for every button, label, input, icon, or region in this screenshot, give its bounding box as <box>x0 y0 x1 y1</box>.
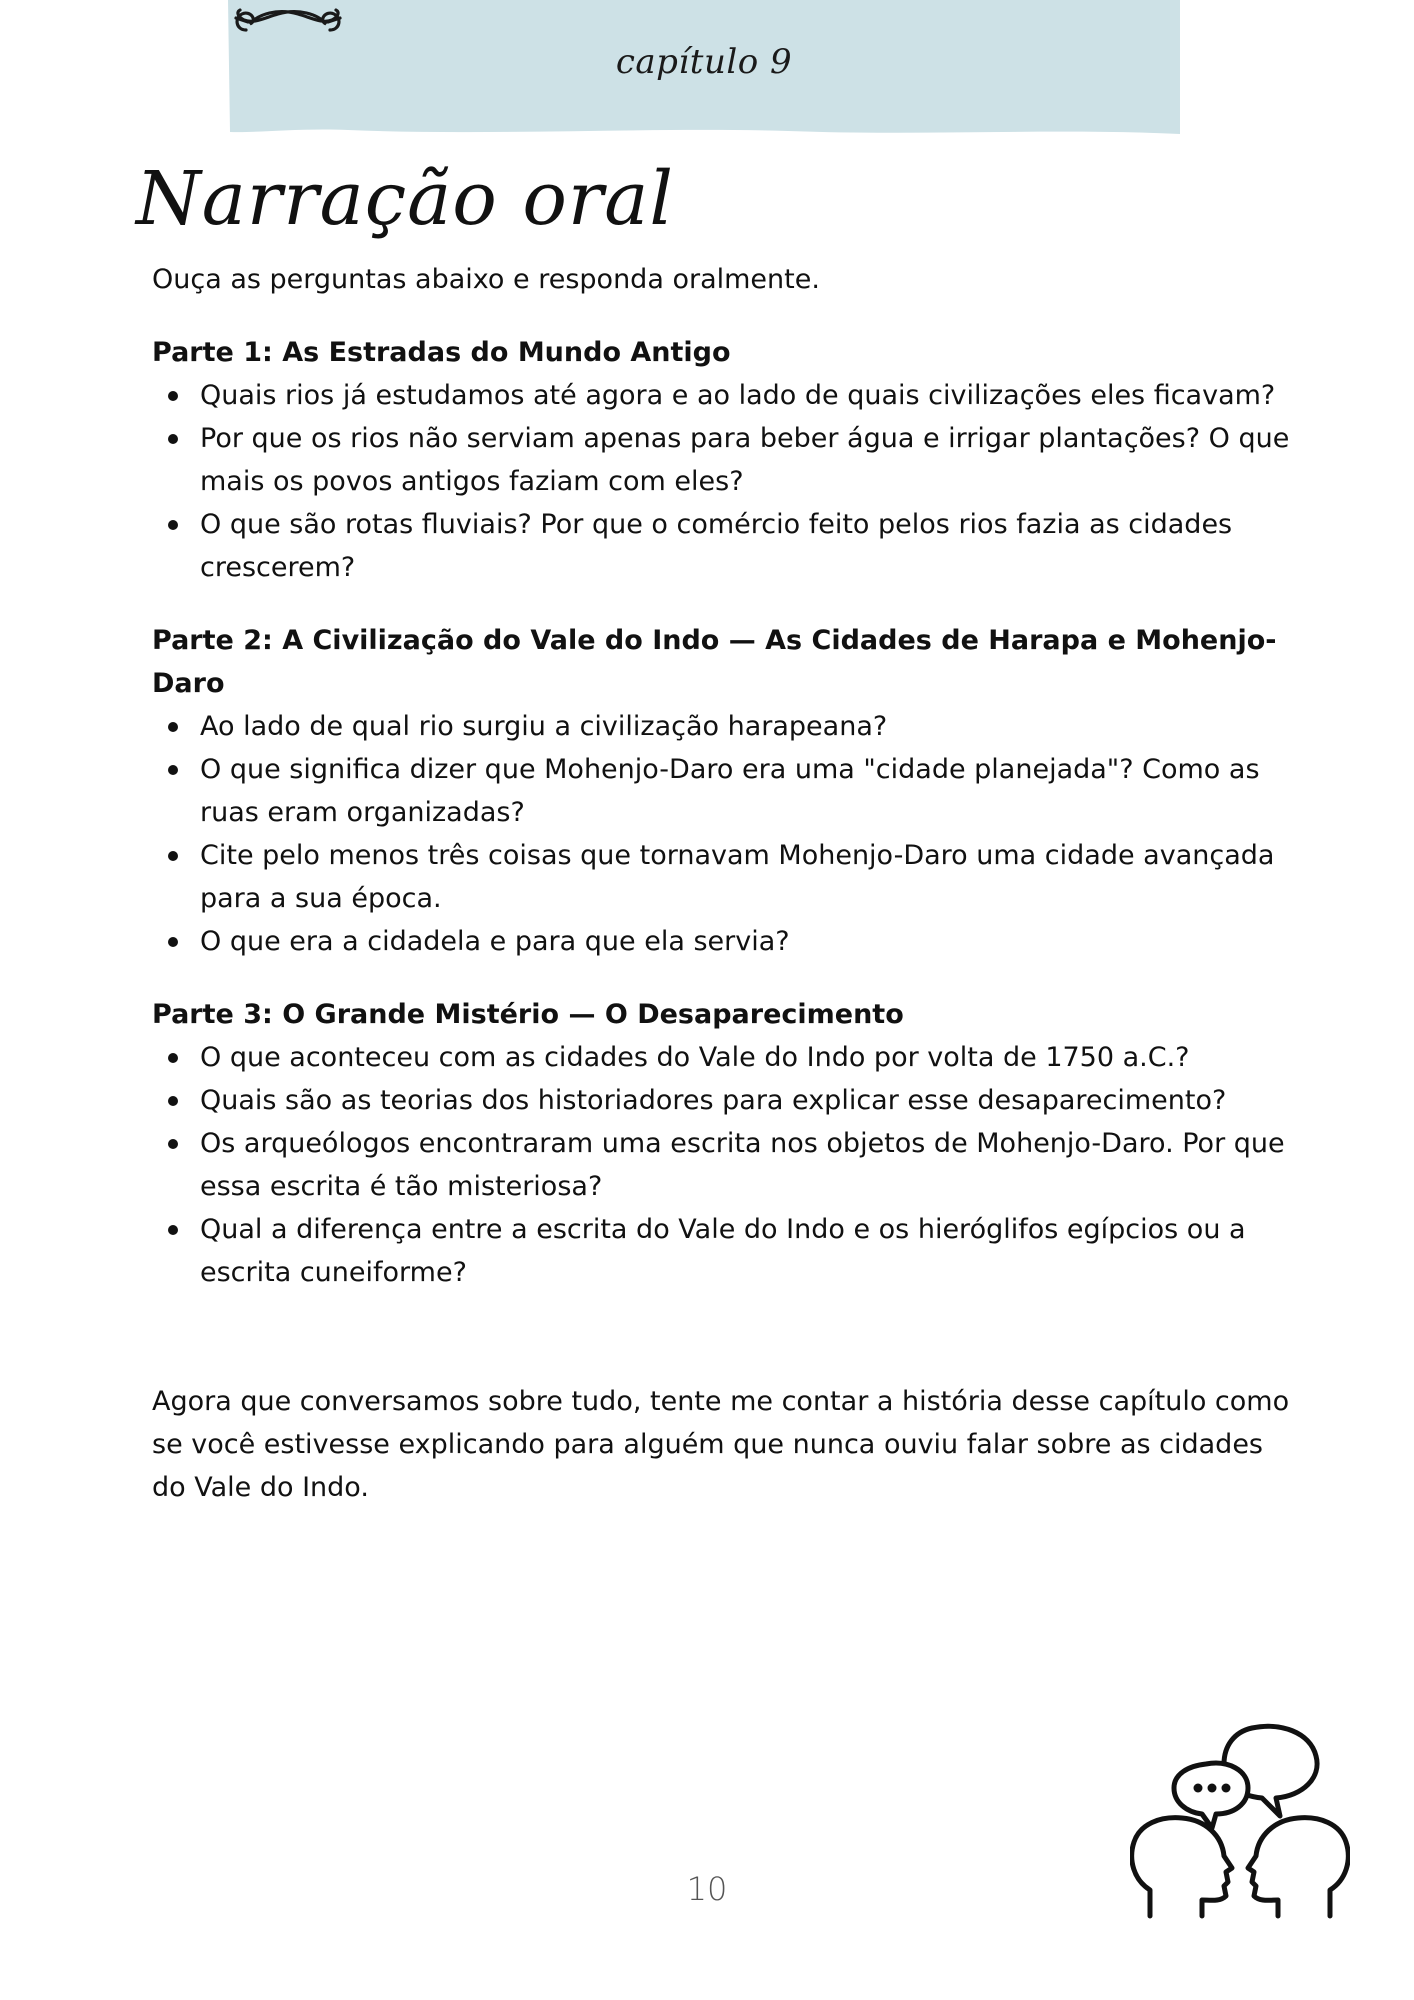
chapter-label: capítulo 9 <box>615 42 793 82</box>
question-list <box>152 705 1302 963</box>
list-item <box>152 1036 1302 1079</box>
bullet-icon <box>168 722 178 732</box>
list-item <box>152 705 1302 748</box>
bullet-icon <box>168 937 178 947</box>
question-text: Ao lado de qual rio surgiu a civilização harapeana? <box>200 711 888 742</box>
question-text: Qual a diferença entre a escrita do Vale do Indo e os hieróglifos egípcios ou a escrita cuneiforme? <box>200 1214 1246 1288</box>
list-item <box>152 503 1302 589</box>
closing-text: Agora que conversamos sobre tudo, tente me contar a história desse capítulo como se você estivesse explicando para alguém que nunca ouviu falar sobre as cidades do Vale do Indo. <box>152 1386 1290 1503</box>
main-content <box>152 258 1302 1509</box>
question-list <box>152 374 1302 589</box>
section-part-2 <box>152 619 1302 963</box>
swirl-right-icon <box>228 0 348 44</box>
bullet-icon <box>168 1053 178 1063</box>
question-text: Cite pelo menos três coisas que tornavam Mohenjo-Daro uma cidade avançada para a sua época. <box>200 840 1275 914</box>
question-list <box>152 1036 1302 1294</box>
list-item <box>152 374 1302 417</box>
bullet-icon <box>168 765 178 775</box>
list-item <box>152 920 1302 963</box>
section-part-3 <box>152 993 1302 1294</box>
page-title: Narração oral <box>136 156 675 242</box>
question-text: Quais são as teorias dos historiadores para explicar esse desaparecimento? <box>200 1085 1227 1116</box>
bullet-icon <box>168 1096 178 1106</box>
bullet-icon <box>168 1225 178 1235</box>
question-text: Quais rios já estudamos até agora e ao lado de quais civilizações eles ficavam? <box>200 380 1276 411</box>
bullet-icon <box>168 520 178 530</box>
list-item <box>152 417 1302 503</box>
bullet-icon <box>168 434 178 444</box>
question-text: O que são rotas fluviais? Por que o comércio feito pelos rios fazia as cidades crescerem? <box>200 509 1233 583</box>
bullet-icon <box>168 1139 178 1149</box>
bullet-icon <box>168 851 178 861</box>
question-text: Por que os rios não serviam apenas para beber água e irrigar plantações? O que mais os povos antigos faziam com eles? <box>200 423 1290 497</box>
section-heading: Parte 3: O Grande Mistério — O Desaparecimento <box>152 999 904 1030</box>
section-part-1 <box>152 331 1302 589</box>
intro-text: Ouça as perguntas abaixo e responda oralmente. <box>152 264 820 295</box>
question-text: O que era a cidadela e para que ela servia? <box>200 926 790 957</box>
section-heading: Parte 2: A Civilização do Vale do Indo — As Cidades de Harapa e Mohenjo-Daro <box>152 625 1277 699</box>
question-text: O que aconteceu com as cidades do Vale do Indo por volta de 1750 a.C.? <box>200 1042 1190 1073</box>
list-item <box>152 1079 1302 1122</box>
page-number: 10 <box>686 1870 728 1908</box>
question-text: O que significa dizer que Mohenjo-Daro era uma "cidade planejada"? Como as ruas eram organizadas? <box>200 754 1260 828</box>
list-item <box>152 1122 1302 1208</box>
bullet-icon <box>168 391 178 401</box>
list-item <box>152 834 1302 920</box>
list-item <box>152 748 1302 834</box>
chapter-header-banner <box>228 0 1180 136</box>
list-item <box>152 1208 1302 1294</box>
question-text: Os arqueólogos encontraram uma escrita nos objetos de Mohenjo-Daro. Por que essa escrita é tão misteriosa? <box>200 1128 1285 1202</box>
section-heading: Parte 1: As Estradas do Mundo Antigo <box>152 337 731 368</box>
